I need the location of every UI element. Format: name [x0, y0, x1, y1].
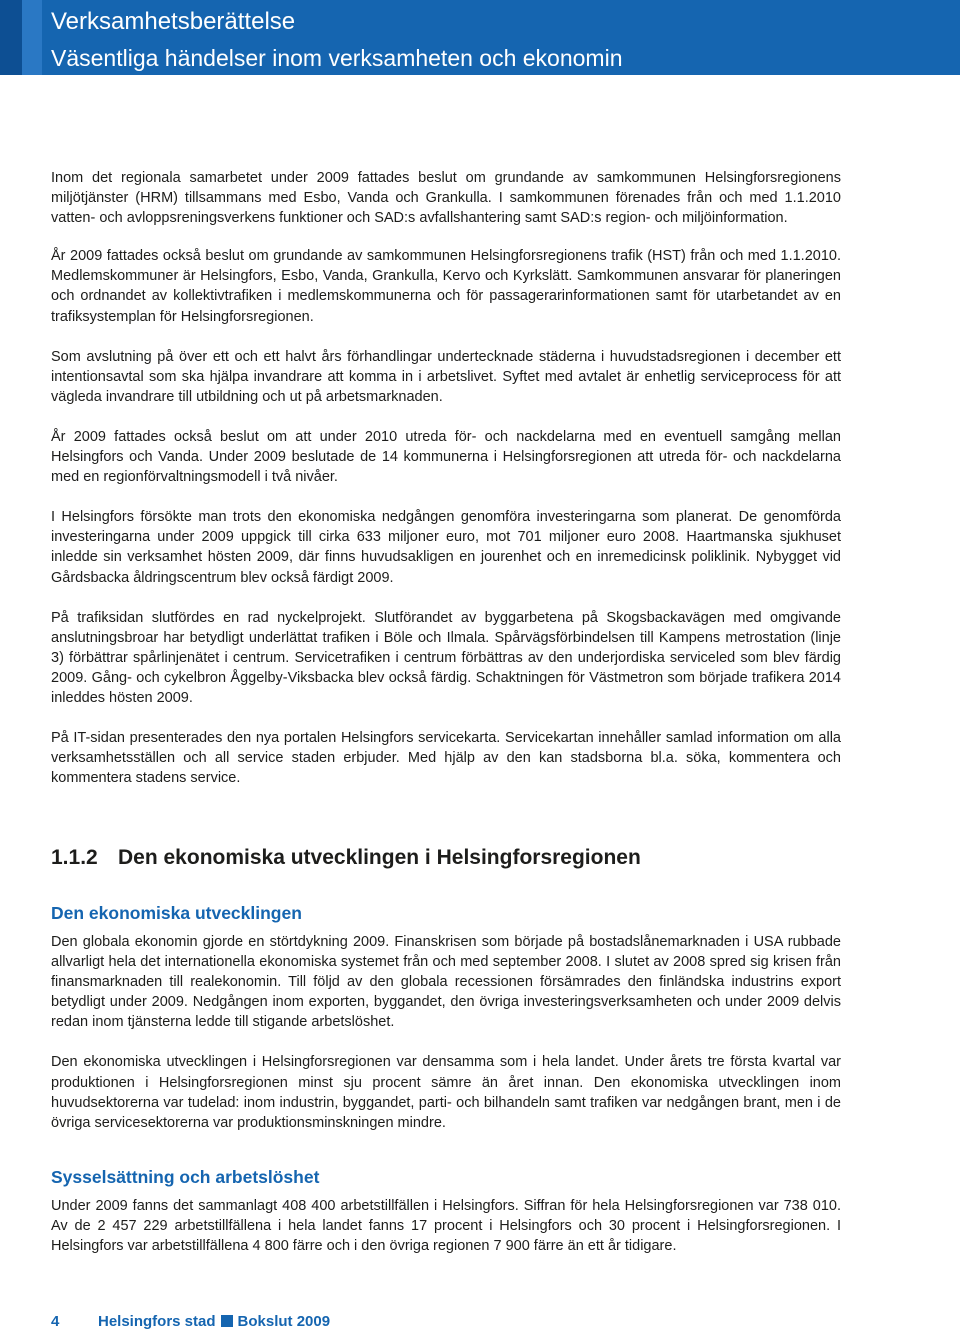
- paragraph: Den globala ekonomin gjorde en störtdykning 2009. Finanskrisen som började på bostadslånemarknaden i USA rubbade allvarligt hela det internationella ekonomiska systemet från och med september 2008. I slutet av 2008 spred sig krisen från finansmarknaden till realekonomin. Till följd av den globala recessionen försämrades den finländska industrins export betydligt under 2009. Nedgången inom exporten, byggandet, den övriga investeringsverksamheten och under 2009 delvis redan inom tjänsterna ledde till stigande arbetslöshet.: [51, 934, 841, 1031]
- section-number: 1.1.2: [51, 846, 98, 869]
- banner-accent-light: [22, 0, 42, 75]
- paragraph: Under 2009 fanns det sammanlagt 408 400 arbetstillfällen i Helsingfors. Siffran för hela Helsingforsregionen var 738 010. Av de 2 457 229 arbetstillfällena i hela landet fanns 17 procent i Helsingfors och 30 procent i Helsingforsregionen. I Helsingfors var arbetstillfällena 4 800 färre och i den övriga regionen 7 900 färre än ett år tidigare.: [51, 1198, 841, 1255]
- square-icon: [221, 1315, 233, 1327]
- paragraph: Inom det regionala samarbetet under 2009 fattades beslut om grundande av samkommunen Helsingforsregionens miljötjänster (HRM) tillsammans med Esbo, Vanda och Grankulla. I samkommunen förenades från och med 1.1.2010 vatten- och avloppsreningsverkens funktioner och SAD:s avfallshantering samt SAD:s region- och miljöinformation.: [51, 170, 841, 227]
- paragraph: Den ekonomiska utvecklingen i Helsingforsregionen var densamma som i hela landet. Under årets tre första kvartal var produktionen i Helsingforsregionen minst sju procent sämre än året innan. Den ekonomiska utvecklingen inom huvudsektorerna var tudelad: inom industrin, byggandet, parti- och bilhandeln samt trafiken var nedgången brant, men i de övriga servicesektorerna var produktionsminskningen mindre.: [51, 1054, 841, 1131]
- subsection-economy: [51, 903, 841, 1133]
- page-footer: [51, 1310, 330, 1332]
- paragraph: På IT-sidan presenterades den nya portalen Helsingfors servicekarta. Servicekartan innehåller samlad information om alla verksamhetsställen och all service staden erbjuder. Med hjälp av den kan stadsborna bl.a. söka, kommentera och kommentera stadens service.: [51, 730, 841, 787]
- footer-document: Bokslut 2009: [237, 1312, 331, 1330]
- page-subtitle: Väsentliga händelser inom verksamheten och ekonomin: [51, 45, 623, 71]
- footer-publisher: Helsingfors stad: [98, 1312, 216, 1330]
- page-title: Verksamhetsberättelse: [51, 8, 296, 35]
- section-title: Den ekonomiska utvecklingen i Helsingforsregionen: [118, 846, 641, 869]
- section-heading: [51, 846, 641, 870]
- subsection-heading: Den ekonomiska utvecklingen: [51, 903, 302, 923]
- paragraph: Som avslutning på över ett och ett halvt års förhandlingar undertecknade städerna i huvudstadsregionen i december ett intentionsavtal som ska hjälpa invandrare att komma in i arbetslivet. Syftet med avtalet är enhetlig serviceprocess för att vägleda invandrare till utbildning och ut på arbetsmarknaden.: [51, 348, 841, 405]
- paragraph: År 2009 fattades också beslut om att under 2010 utreda för- och nackdelarna med en eventuell samgång mellan Helsingfors och Vanda. Under 2009 beslutade de 14 kommunerna i Helsingforsregionen att utreda för- och nackdelarna med en regionförvaltningsmodell i två nivåer.: [51, 428, 841, 486]
- body-text: [51, 168, 841, 788]
- paragraph: År 2009 fattades också beslut om grundande av samkommunen Helsingforsregionens trafik (HST) från och med 1.1.2010. Medlemskommuner är Helsingfors, Esbo, Vanda, Grankulla, Kervo och Kyrkslätt. Samkommunen ansvarar för planeringen och ordnandet av kollektivtrafiken i medlemskommunerna och för passagerarinformationen samt för utarbetandet av en trafiksystemplan för Helsingforsregionen.: [51, 248, 841, 325]
- header-banner: [0, 0, 960, 75]
- subsection-heading: Sysselsättning och arbetslöshet: [51, 1167, 320, 1187]
- subsection-employment: [51, 1167, 841, 1256]
- page-number: 4: [51, 1312, 60, 1330]
- banner-accent: [0, 0, 22, 75]
- paragraph: I Helsingfors försökte man trots den ekonomiska nedgången genomföra investeringarna som planerat. De genomförda investeringarna under 2009 uppgick till cirka 633 miljoner euro, mot 701 miljoner euro 2008. Haartmanska sjukhuset inledde sin verksamhet hösten 2009, där finns huvudsakligen en jourenhet och en inremedicinsk poliklinik. Nybygget vid Gårdsbacka åldringscentrum blev också färdigt 2009.: [51, 509, 841, 586]
- paragraph: På trafiksidan slutfördes en rad nyckelprojekt. Slutförandet av byggarbetena på Skogsbackavägen med omgivande anslutningsbroar har betydligt underlättat trafiken i Böle och Ilmala. Spårvägsförbindelsen till Kampens metrostation (linje 3) förbättrar spårlinjenätet i centrum. Servicetrafiken i centrum förbättras av den underjordiska serviceled som blev färdig 2009. Gång- och cykelbron Åggelby-Viksbacka blev också färdig. Schaktningen för Västmetron som började trafikera 2014 inleddes hösten 2009.: [51, 609, 841, 706]
